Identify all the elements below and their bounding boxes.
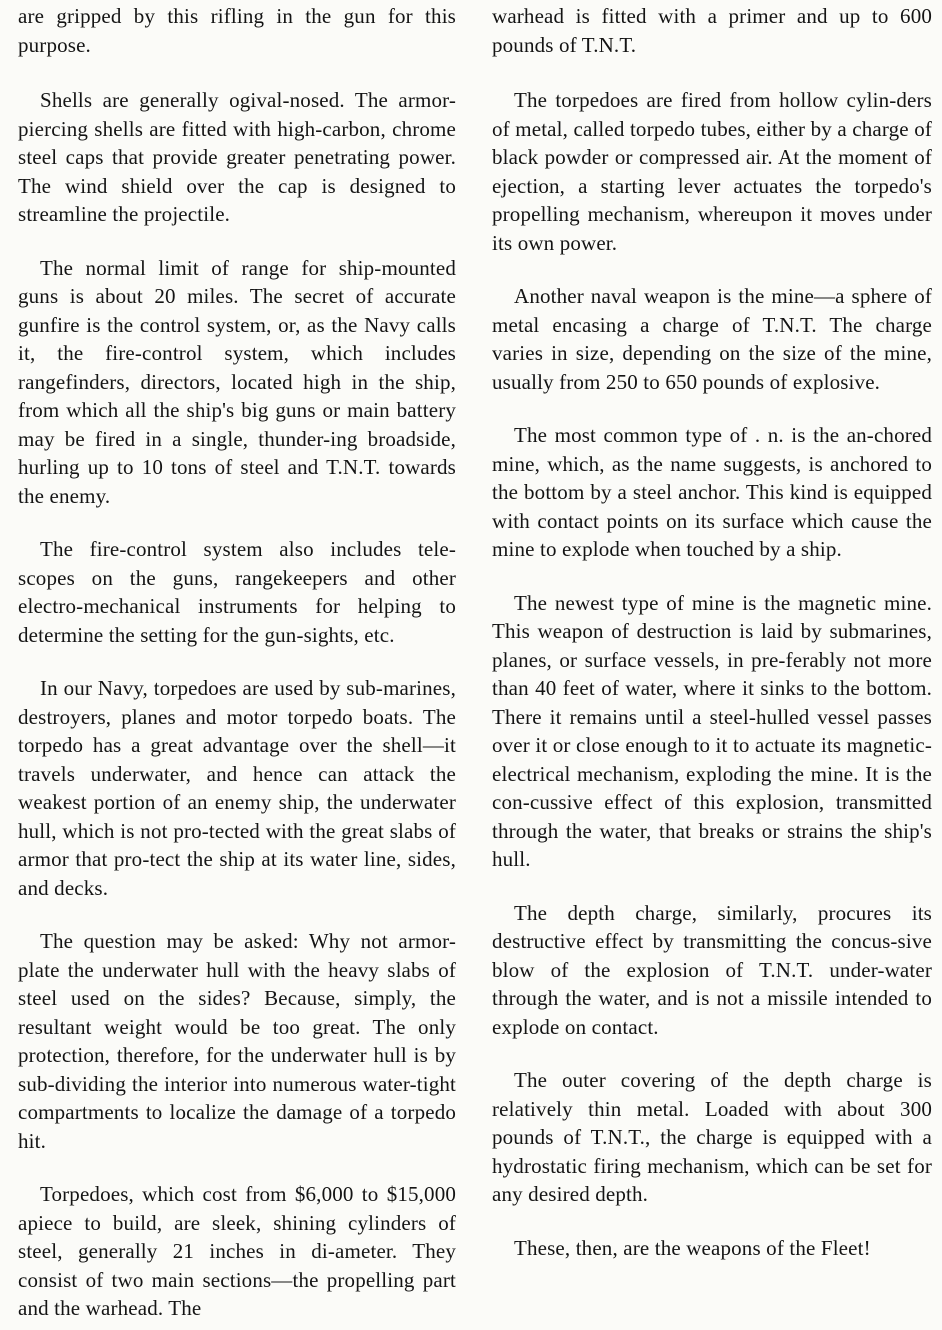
paragraph-mine: Another naval weapon is the mine—a sphere of metal encasing a charge of T.N.T. The charge varies in size, depending on the size of the mine, usually from 250 to 650 pounds of explosive. [492, 284, 932, 394]
paragraph-torpedoes-navy: In our Navy, torpedoes are used by sub-marines, destroyers, planes and motor torpedo boats. The torpedo has a great advantage over the shell—it travels underwater, and hence can attack the weakest portion of an enemy ship, the underwater hull, which is not pro-tected with the great slabs of armor that pro-tect the ship at its water line, sides, and decks. [18, 676, 456, 900]
paragraph-fire-control: The fire-control system also includes tele-scopes on the guns, rangekeepers and other electro-mechanical instruments for helping to determine the setting for the gun-sights, etc. [18, 537, 456, 647]
paragraph-closing: These, then, are the weapons of the Fleet! [514, 1235, 871, 1260]
paragraph-torpedo-tubes: The torpedoes are fired from hollow cylin-ders of metal, called torpedo tubes, either by a charge of black powder or compressed air. At the moment of ejection, a starting lever actuates the torpedo's propelling mechanism, whereupon it moves under its own power. [492, 88, 932, 255]
paragraph-anchored-mine: The most common type of . n. is the an-chored mine, which, as the name suggests, is anchored to the bottom by a steel anchor. This kind is equipped with contact points on its surface which cause the mine to explode when touched by a ship. [492, 423, 932, 561]
paragraph-depth-charge: The depth charge, similarly, procures its destructive effect by transmitting the concus-sive blow of the explosion of T.N.T. under-water through the water, and is not a missile intended to explode on contact. [492, 900, 932, 1039]
paragraph-depth-charge-covering: The outer covering of the depth charge is relatively thin metal. Loaded with about 300 pounds of T.N.T., the charge is equipped with a hydrostatic firing mechanism, which can be set for any desired depth. [492, 1068, 932, 1206]
paragraph-warhead-continuation: warhead is fitted with a primer and up to 600 pounds of T.N.T. [492, 4, 932, 57]
paragraph-underwater-hull: The question may be asked: Why not armor-plate the underwater hull with the heavy slabs of steel used on the sides? Because, simply, the resultant weight would be too great. The only protection, therefore, for the underwater hull is by sub-dividing the interior into numerous water-tight compartments to localize the damage of a torpedo hit. [18, 929, 456, 1153]
paragraph-range: The normal limit of range for ship-mounted guns is about 20 miles. The secret of accurate gunfire is the control system, or, as the Navy calls it, the fire-control system, which includes rangefinders, directors, located high in the ship, from which all the ship's big guns or main battery may be fired in a single, thunder-ing broadside, hurling up to 10 tons of steel and T.N.T. towards the enemy. [18, 255, 456, 508]
paragraph-shells: Shells are generally ogival-nosed. The armor-piercing shells are fitted with high-carbon, chrome steel caps that provide greater penetrating power. The wind shield over the cap is designed to streamline the projectile. [18, 88, 456, 226]
right-text-column [492, 0, 932, 1262]
left-text-column [18, 0, 456, 1323]
paragraph-rifling-continuation: are gripped by this rifling in the gun for this purpose. [18, 4, 456, 57]
paragraph-magnetic-mine: The newest type of mine is the magnetic mine. This weapon of destruction is laid by submarines, planes, or surface vessels, in pre-ferably not more than 40 feet of water, where it sinks to the bottom. There it remains until a steel-hulled vessel passes over it or close enough to it to actuate its magnetic-electrical mechanism, exploding the mine. It is the con-cussive effect of this explosion, transmitted through the water, that breaks or strains the ship's hull. [492, 590, 932, 871]
paragraph-torpedo-cost: Torpedoes, which cost from $6,000 to $15,000 apiece to build, are sleek, shining cylinders of steel, generally 21 inches in di-ameter. They consist of two main sections—the propelling part and the warhead. The [18, 1182, 456, 1320]
